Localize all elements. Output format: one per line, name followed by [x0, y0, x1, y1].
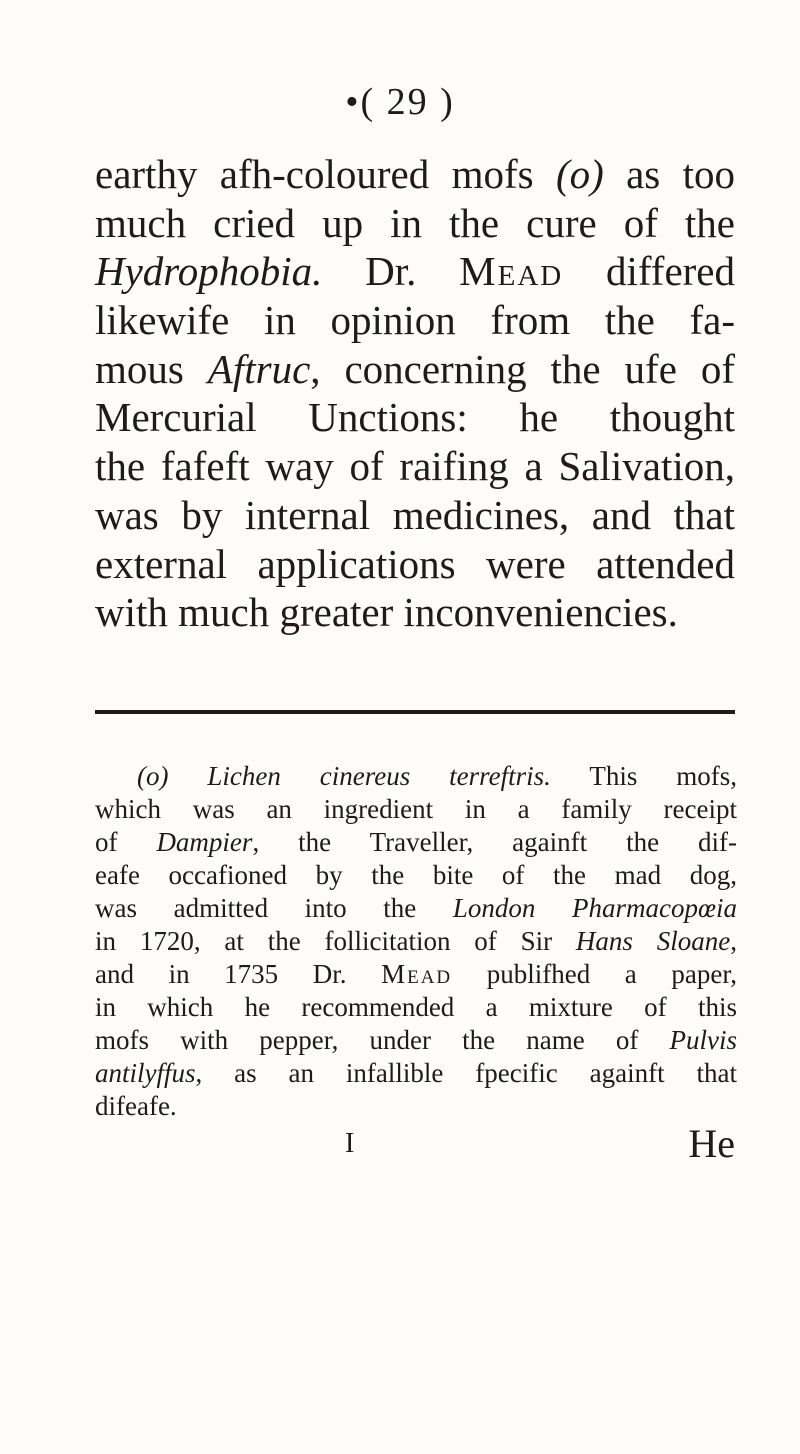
small-caps-text: Mead: [381, 959, 453, 989]
text-run: with much greater inconveniencies.: [95, 589, 678, 636]
text-run: in 1720, at the follicitation of Sir: [95, 926, 576, 956]
body-line: [95, 247, 735, 296]
body-line: [95, 199, 735, 248]
text-run: Dr.: [322, 248, 460, 295]
body-line: [95, 442, 735, 491]
text-run: was by internal medicines, and that: [95, 491, 735, 538]
text-run: much cried up in the cure of the: [95, 199, 735, 246]
footnote-line: [95, 793, 737, 826]
footnote-line: [95, 826, 737, 859]
small-caps-text: Mead: [459, 248, 564, 295]
text-run: mofs with pepper, under the name of: [95, 1025, 670, 1055]
text-run: the fafeft way of raifing a Salivation,: [95, 443, 735, 490]
signature-mark: I: [345, 1128, 355, 1159]
italic-text: London Pharmacopœia: [452, 893, 738, 923]
body-text: [95, 150, 735, 637]
italic-text: Hydrophobia.: [95, 248, 323, 295]
italic-text: Pulvis: [669, 1025, 737, 1055]
text-run: differed: [563, 248, 736, 295]
text-run: external applications were attended: [95, 540, 735, 587]
body-line: [95, 150, 735, 199]
text-run: publifhed a paper,: [452, 959, 737, 989]
italic-text: Dampier: [156, 827, 253, 857]
text-run: in which he recommended a mixture of this: [95, 992, 737, 1022]
text-run: and in 1735 Dr.: [95, 959, 382, 989]
footnote-line: [95, 859, 737, 892]
text-run: likewife in opinion from the fa-: [95, 297, 735, 344]
text-run: , concerning the ufe of: [310, 345, 735, 392]
catchword: He: [688, 1121, 735, 1166]
body-line: [95, 296, 735, 345]
body-line: [95, 540, 735, 589]
text-run: was admitted into the: [95, 893, 453, 923]
italic-text: Hans Sloane: [575, 926, 731, 956]
text-run: Mercurial Unctions: he thought: [95, 394, 735, 441]
footnote: [95, 760, 737, 1123]
text-run: difeafe.: [95, 1091, 177, 1121]
footnote-line: [95, 958, 737, 991]
text-run: mous: [95, 345, 208, 392]
body-line: [95, 588, 735, 637]
italic-text: (o) Lichen cinereus terreftris.: [137, 761, 551, 791]
body-line: [95, 393, 735, 442]
text-run: of: [95, 827, 157, 857]
body-line: [95, 491, 735, 540]
text-run: as too: [603, 151, 735, 197]
footnote-line: [95, 1024, 737, 1057]
footnote-line: [95, 892, 737, 925]
footnote-line: [95, 925, 737, 958]
text-run: earthy afh-coloured mofs: [95, 151, 556, 197]
text-run: eafe occafioned by the bite of the mad dog,: [95, 860, 737, 890]
text-run: , the Traveller, againft the dif-: [252, 827, 737, 857]
page-footer: [95, 1120, 735, 1170]
page-number: •( 29 ): [345, 81, 455, 123]
text-run: This mofs,: [550, 761, 738, 791]
footnote-line: [95, 991, 737, 1024]
footnote-divider: [95, 710, 735, 714]
italic-text: Aftruc: [207, 345, 311, 392]
text-run: ,: [730, 926, 737, 956]
footnote-line: [95, 1057, 737, 1090]
text-run: , as an infallible fpecific againft that: [195, 1058, 737, 1088]
italic-text: (o): [555, 151, 604, 197]
text-run: which was an ingredient in a family receipt: [95, 794, 737, 824]
footnote-line: [95, 760, 737, 793]
italic-text: antilyffus: [95, 1058, 196, 1088]
body-line: [95, 345, 735, 394]
footnote-line: [95, 1090, 737, 1123]
